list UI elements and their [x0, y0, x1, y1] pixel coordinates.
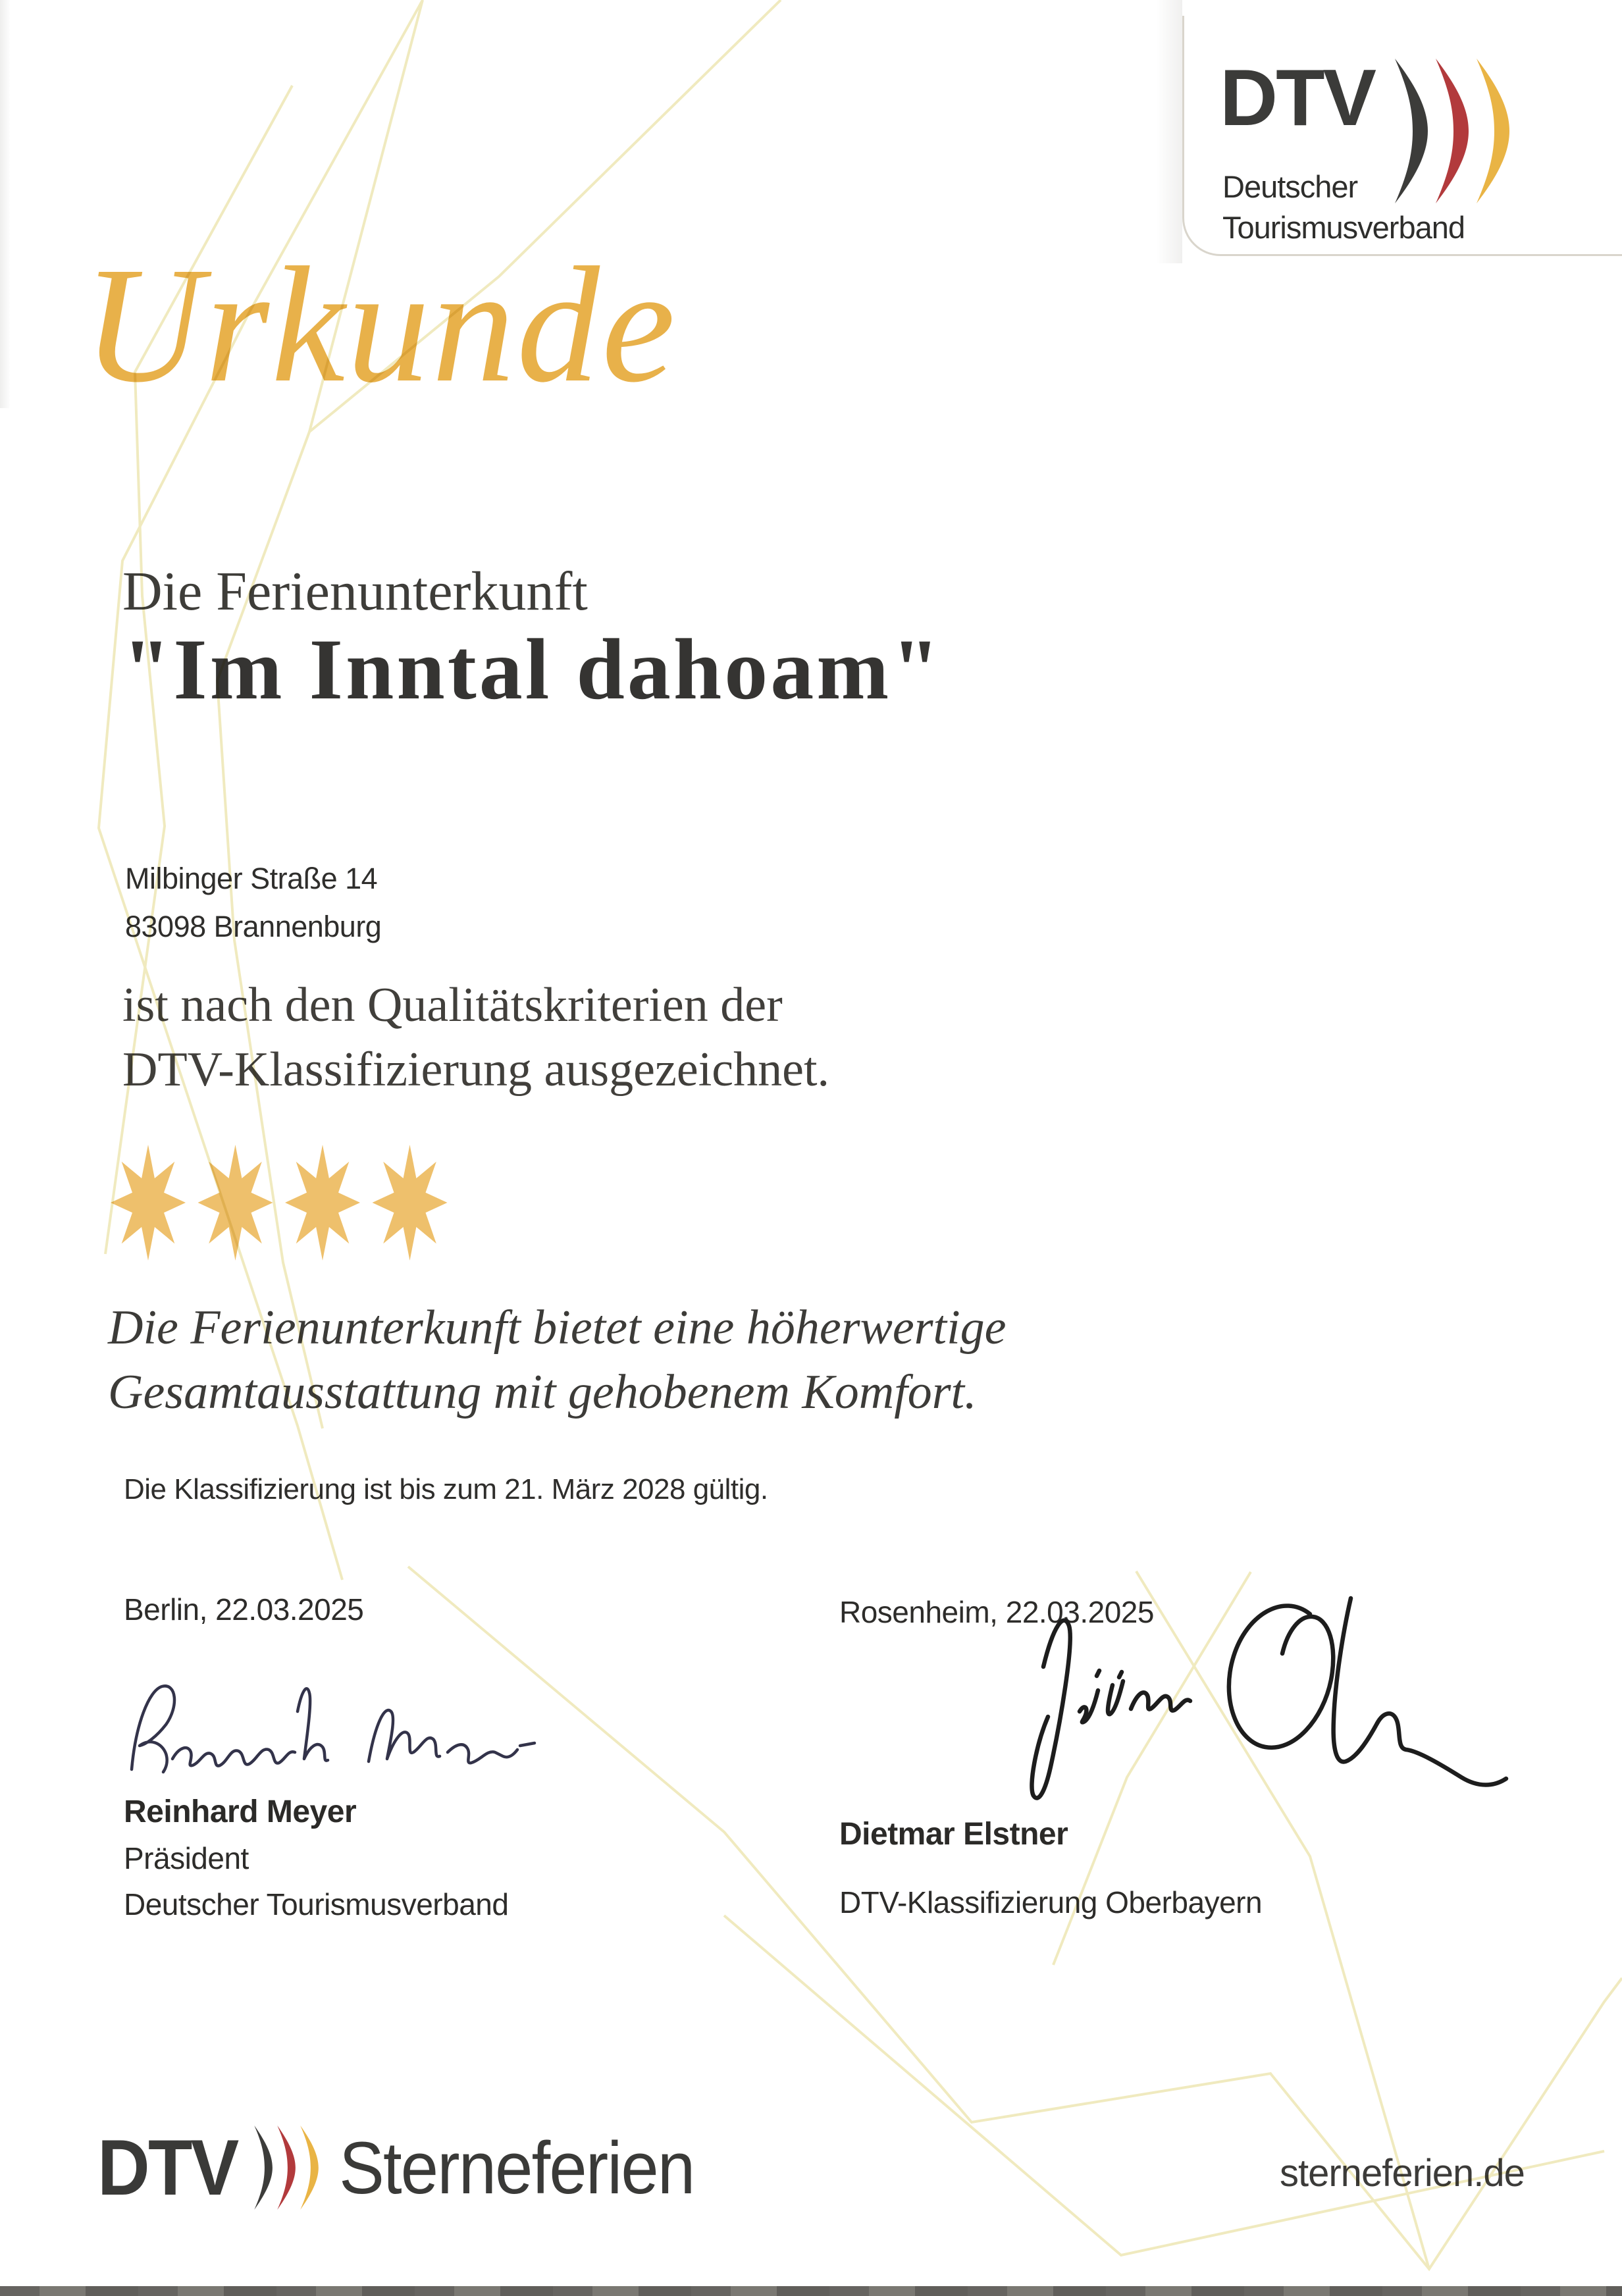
- page-title: Urkunde: [83, 232, 677, 417]
- website-url: sterneferien.de: [1280, 2152, 1525, 2195]
- dtv-logo-text: DTV: [1220, 53, 1374, 142]
- statement-line2: DTV-Klassifizierung ausgezeichnet.: [122, 1043, 830, 1097]
- star-row: [111, 1143, 479, 1266]
- statement-line1: ist nach den Qualitätskriterien der: [122, 978, 783, 1032]
- signatory-right-role: DTV-Klassifizierung Oberbayern: [839, 1885, 1263, 1919]
- signatory-left-role: Präsident: [124, 1841, 249, 1875]
- property-address: [125, 854, 381, 951]
- star-icon: [373, 1145, 448, 1261]
- logo-box-shadow: [1156, 0, 1182, 263]
- property-name: "Im Inntal dahoam": [122, 621, 943, 718]
- scan-edge-artifact: [0, 2286, 1622, 2296]
- dtv-logo-line1: Deutscher: [1222, 169, 1358, 204]
- comfort-description: [108, 1295, 1006, 1424]
- star-icon: [111, 1145, 186, 1261]
- classification-statement: [122, 973, 829, 1102]
- dtv-logo-box: [1182, 16, 1622, 256]
- signature-dietmar-elstner: [1024, 1583, 1550, 1833]
- signatory-right-name: Dietmar Elstner: [839, 1817, 1068, 1852]
- place-date-left: Berlin, 22.03.2025: [124, 1592, 364, 1627]
- star-icon: [198, 1145, 273, 1261]
- validity-note: Die Klassifizierung ist bis zum 21. März 2028 gültig.: [124, 1473, 768, 1505]
- quote-line2: Gesamtausstattung mit gehobenem Komfort.: [108, 1365, 977, 1419]
- footer-sterneferien-text: Sterneferien: [339, 2126, 694, 2209]
- quote-line1: Die Ferienunterkunft bietet eine höherwertige: [108, 1301, 1007, 1355]
- scan-edge-shade: [0, 0, 11, 408]
- place-date-right: Rosenheim, 22.03.2025: [839, 1595, 1154, 1629]
- sterneferien-logo: [97, 2122, 694, 2213]
- signatory-left-org: Deutscher Tourismusverband: [124, 1887, 509, 1921]
- address-city: 83098 Brannenburg: [125, 910, 382, 943]
- sterneferien-chevrons-icon: [254, 2125, 322, 2210]
- footer-dtv-text: DTV: [97, 2124, 238, 2212]
- signatory-left-name: Reinhard Meyer: [124, 1794, 357, 1829]
- star-icon: [285, 1145, 360, 1261]
- dtv-chevrons-icon: [1395, 58, 1511, 204]
- intro-label: Die Ferienunterkunft: [122, 561, 588, 622]
- signature-reinhard-meyer: [118, 1672, 553, 1790]
- star-row-svg: [111, 1143, 479, 1263]
- dtv-logo-line2: Tourismusverband: [1222, 210, 1465, 245]
- address-street: Milbinger Straße 14: [125, 862, 378, 895]
